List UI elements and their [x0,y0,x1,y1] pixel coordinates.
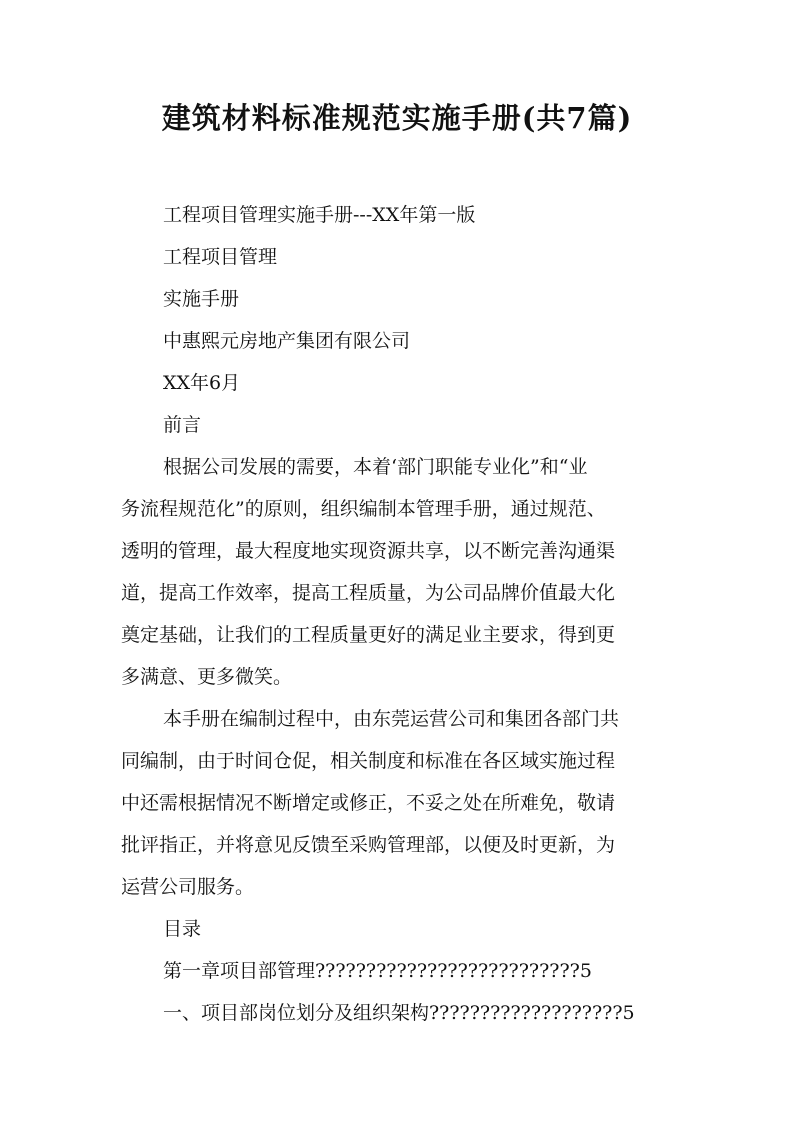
preface-heading: 前言 [163,414,202,436]
cover-line-date: XX年6月 [163,372,241,394]
paragraph-2-line: 运营公司服务。 [121,876,255,898]
paragraph-1-line: 透明的管理，最大程度地实现资源共享，以不断完善沟通渠 [121,540,616,562]
toc-entry: 第一章项目部管理??????????????????????????5 [163,960,592,982]
paragraph-1-line: 根据公司发展的需要，本着‘部门职能专业化”和“业 [163,456,588,478]
paragraph-2-line: 本手册在编制过程中，由东莞运营公司和集团各部门共 [163,708,620,730]
toc-entry: 一、项目部岗位划分及组织架构???????????????????5 [163,1002,635,1024]
paragraph-2-line: 批评指正，并将意见反馈至采购管理部，以便及时更新，为 [121,834,616,856]
cover-line-company-name: 中惠熙元房地产集团有限公司 [163,330,411,352]
toc-heading: 目录 [163,918,202,940]
paragraph-1-line: 务流程规范化”的原则，组织编制本管理手册，通过规范、 [121,498,606,520]
paragraph-1-line: 多满意、更多微笑。 [121,666,293,688]
paragraph-2-line: 同编制，由于时间仓促，相关制度和标准在各区域实施过程 [121,750,616,772]
paragraph-1-line: 道，提高工作效率，提高工程质量，为公司品牌价值最大化 [121,582,616,604]
paragraph-2-line: 中还需根据情况不断增定或修正，不妥之处在所难免，敬请 [121,792,616,814]
paragraph-1-line: 奠定基础，让我们的工程质量更好的满足业主要求，得到更 [121,624,616,646]
cover-line-manual-edition: 工程项目管理实施手册---XX年第一版 [163,204,476,226]
cover-line-project-management: 工程项目管理 [163,246,278,268]
cover-line-implementation-manual: 实施手册 [163,288,240,310]
document-title: 建筑材料标准规范实施手册(共7篇) [161,101,633,135]
